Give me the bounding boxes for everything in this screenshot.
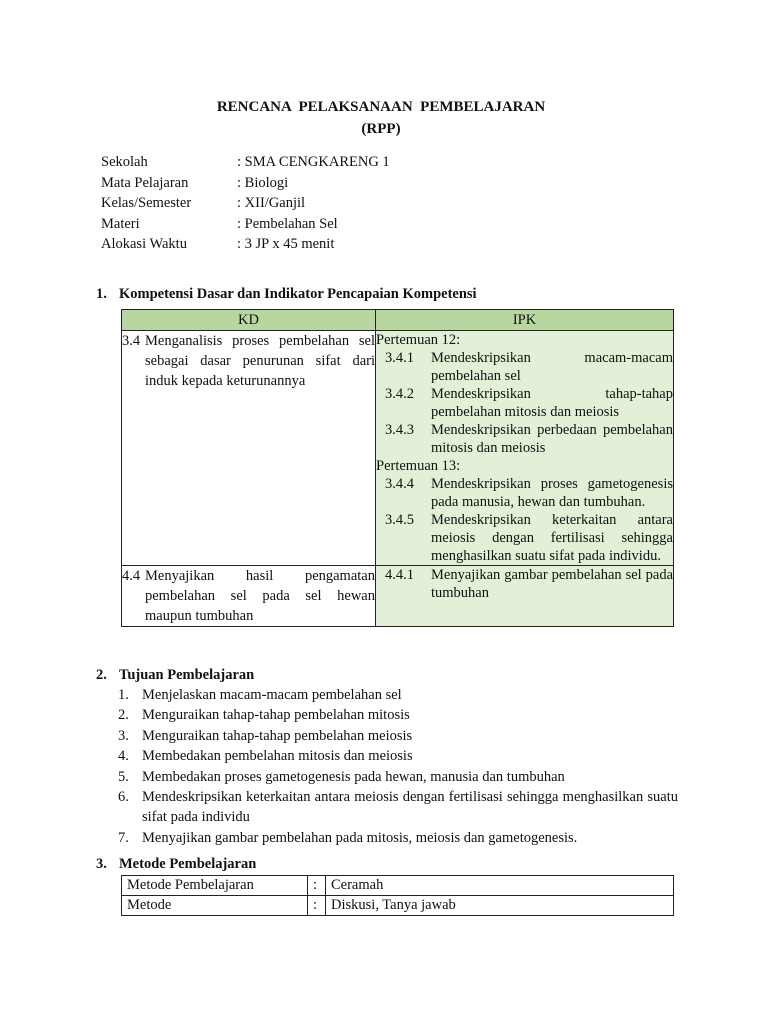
list-item	[118, 787, 678, 828]
kd-cell	[122, 566, 376, 627]
identity-row-class	[101, 193, 390, 214]
document-title	[0, 96, 762, 140]
kd-code: 4.4	[122, 568, 141, 584]
list-text: Membedakan pembelahan mitosis dan meiosis	[142, 748, 413, 765]
competency-table	[121, 309, 674, 627]
identity-block	[101, 152, 390, 255]
list-number: 7.	[118, 829, 129, 846]
list-number: 2.	[118, 707, 129, 724]
ipk-item	[376, 475, 673, 511]
ipk-text: Mendeskripsikan macam-macam pembelahan sel	[431, 350, 673, 384]
competency-row-knowledge	[122, 331, 674, 566]
list-text: Menguraikan tahap-tahap pembelahan meiosis	[142, 727, 413, 744]
identity-label: Sekolah	[101, 154, 148, 170]
identity-row-subject	[101, 173, 390, 194]
ipk-text: Mendeskripsikan tahap-tahap pembelahan mitosis dan meiosis	[431, 386, 673, 420]
kd-cell	[122, 331, 376, 566]
ipk-code: 3.4.4	[385, 476, 414, 492]
competency-header-row	[122, 310, 674, 331]
list-text: Menguraikan tahap-tahap pembelahan mitosis	[142, 707, 410, 724]
section-title: Kompetensi Dasar dan Indikator Pencapaian Kompetensi	[119, 286, 477, 302]
table-row	[122, 876, 674, 896]
learning-goals-list	[118, 685, 678, 848]
kd-code: 3.4	[122, 333, 141, 349]
section-number: 2.	[96, 667, 107, 683]
list-item	[118, 685, 678, 705]
ipk-code: 3.4.2	[385, 386, 414, 402]
identity-value: : XII/Ganjil	[237, 195, 306, 212]
ipk-code: 3.4.3	[385, 422, 414, 438]
table-row	[122, 896, 674, 916]
list-number: 3.	[118, 727, 129, 744]
title-line-2: (RPP)	[361, 121, 401, 137]
ipk-code: 3.4.1	[385, 350, 414, 366]
list-item	[118, 705, 678, 725]
list-item	[118, 726, 678, 746]
section-1-heading	[96, 284, 477, 304]
list-text: Mendeskripsikan keterkaitan antara meiosis dengan fertilisasi sehingga menghasilkan suatu sifat pada individu	[142, 789, 678, 826]
ipk-text: Mendeskripsikan proses gametogenesis pada manusia, hewan dan tumbuhan.	[431, 476, 673, 510]
identity-row-school	[101, 152, 390, 173]
ipk-item	[376, 421, 673, 457]
competency-row-skill	[122, 566, 674, 627]
section-2-heading	[96, 665, 254, 685]
kd-text: Menganalisis proses pembelahan sel sebagai dasar penurunan sifat dari induk kepada keturunannya	[145, 333, 375, 389]
section-title: Metode Pembelajaran	[119, 856, 257, 872]
ipk-item	[376, 511, 673, 565]
ipk-text: Mendeskripsikan keterkaitan antara meiosis dengan fertilisasi sehingga menghasilkan suatu sifat pada individu.	[431, 512, 673, 564]
ipk-cell	[376, 566, 674, 627]
method-label: Metode Pembelajaran	[122, 876, 308, 896]
ipk-code: 3.4.5	[385, 512, 414, 528]
list-text: Menjelaskan macam-macam pembelahan sel	[142, 687, 402, 703]
list-number: 1.	[118, 687, 129, 703]
identity-row-material	[101, 214, 390, 235]
list-item	[118, 767, 678, 787]
ipk-text: Menyajikan gambar pembelahan sel pada tumbuhan	[431, 567, 673, 601]
ipk-cell	[376, 331, 674, 566]
list-number: 4.	[118, 748, 129, 765]
section-3-heading	[96, 854, 256, 874]
meeting-label: Pertemuan 13:	[376, 458, 461, 474]
identity-label: Materi	[101, 215, 140, 232]
list-item	[118, 828, 678, 848]
identity-label: Kelas/Semester	[101, 195, 192, 212]
list-item	[118, 746, 678, 766]
method-value: Diskusi, Tanya jawab	[326, 896, 674, 916]
identity-value: : Pembelahan Sel	[237, 215, 338, 232]
ipk-text: Mendeskripsikan perbedaan pembelahan mitosis dan meiosis	[431, 422, 673, 456]
list-number: 5.	[118, 768, 129, 785]
identity-value: : Biologi	[237, 174, 289, 191]
column-header-ipk: IPK	[376, 310, 674, 331]
method-label: Metode	[122, 896, 308, 916]
list-text: Menyajikan gambar pembelahan pada mitosis, meiosis dan gametogenesis.	[142, 829, 578, 846]
identity-value: : 3 JP x 45 menit	[237, 236, 335, 253]
meeting-label: Pertemuan 12:	[376, 332, 461, 348]
ipk-item	[376, 349, 673, 385]
list-number: 6.	[118, 789, 129, 806]
method-separator: :	[308, 876, 326, 896]
identity-row-time	[101, 234, 390, 255]
identity-label: Mata Pelajaran	[101, 174, 189, 191]
identity-label: Alokasi Waktu	[101, 236, 187, 253]
section-title: Tujuan Pembelajaran	[119, 667, 255, 683]
column-header-kd: KD	[122, 310, 376, 331]
identity-value: : SMA CENGKARENG 1	[237, 154, 390, 170]
kd-item	[122, 331, 375, 391]
method-value: Ceramah	[326, 876, 674, 896]
ipk-item	[376, 566, 673, 602]
method-separator: :	[308, 896, 326, 916]
kd-text: Menyajikan hasil pengamatan pembelahan sel pada sel hewan maupun tumbuhan	[145, 568, 375, 624]
list-text: Membedakan proses gametogenesis pada hewan, manusia dan tumbuhan	[142, 768, 565, 785]
ipk-code: 4.4.1	[385, 567, 414, 583]
section-number: 1.	[96, 286, 107, 302]
kd-item	[122, 566, 375, 626]
title-line-1: RENCANA PELAKSANAAN PEMBELAJARAN	[216, 99, 546, 115]
section-number: 3.	[96, 856, 107, 872]
ipk-item	[376, 385, 673, 421]
method-table	[121, 875, 674, 916]
